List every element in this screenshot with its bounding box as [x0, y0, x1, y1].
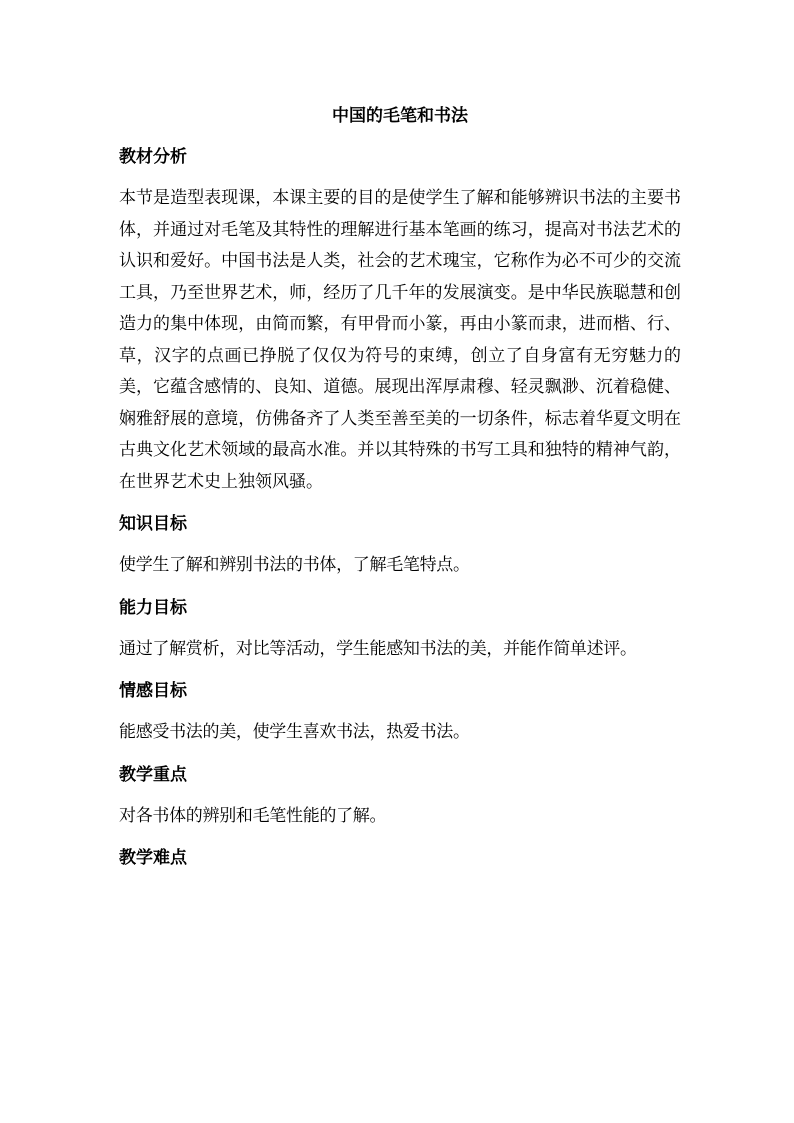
section-heading: 教学重点 [119, 764, 187, 785]
section-teaching-material-analysis [119, 143, 681, 498]
section-knowledge-goal [119, 510, 681, 582]
section-emotion-goal [119, 677, 681, 749]
section-ability-goal [119, 594, 681, 666]
section-body: 使学生了解和辨别书法的书体，了解毛笔特点。 [119, 555, 470, 575]
section-heading: 知识目标 [119, 514, 187, 534]
section-body: 通过了解赏析，对比等活动，学生能感知书法的美，并能作简单述评。 [119, 638, 637, 659]
section-heading: 能力目标 [119, 597, 187, 618]
section-heading: 情感目标 [119, 681, 187, 701]
section-teaching-difficulty [119, 844, 681, 872]
section-body: 本节是造型表现课，本课主要的目的是使学生了解和能够辨识书法的主要书体，并通过对毛笔及其特性的理解进行基本笔画的练习，提高对书法艺术的认识和爱好。中国书法是人类，社会的艺术瑰宝，它称作为必不可少的交流工具，乃至世界艺术，师，经历了几千年的发展演变。是中华民族聪慧和创造力的集中体现，由简而繁，有甲骨而小篆，再由小篆而隶，进而楷、行、草，汉字的点画已挣脱了仅仅为符号的束缚，创立了自身富有无穷魅力的美，它蕴含感情的、良知、道德。展现出浑厚肃穆、轻灵飘渺、沉着稳健、娴雅舒展的意境，仿佛备齐了人类至善至美的一切条件，标志着华夏文明在古典文化艺术领域的最高水准。并以其特殊的书写工具和独特的精神气韵，在世界艺术史上独领风骚。 [119, 188, 681, 492]
section-heading: 教学难点 [119, 848, 187, 868]
section-body: 能感受书法的美，使学生喜欢书法，热爱书法。 [119, 722, 470, 742]
section-heading: 教材分析 [119, 147, 187, 167]
section-body: 对各书体的辨别和毛笔性能的了解。 [119, 805, 387, 826]
document-title: 中国的毛笔和书法 [332, 106, 468, 126]
section-teaching-focus [119, 761, 681, 833]
document-content [119, 101, 681, 884]
